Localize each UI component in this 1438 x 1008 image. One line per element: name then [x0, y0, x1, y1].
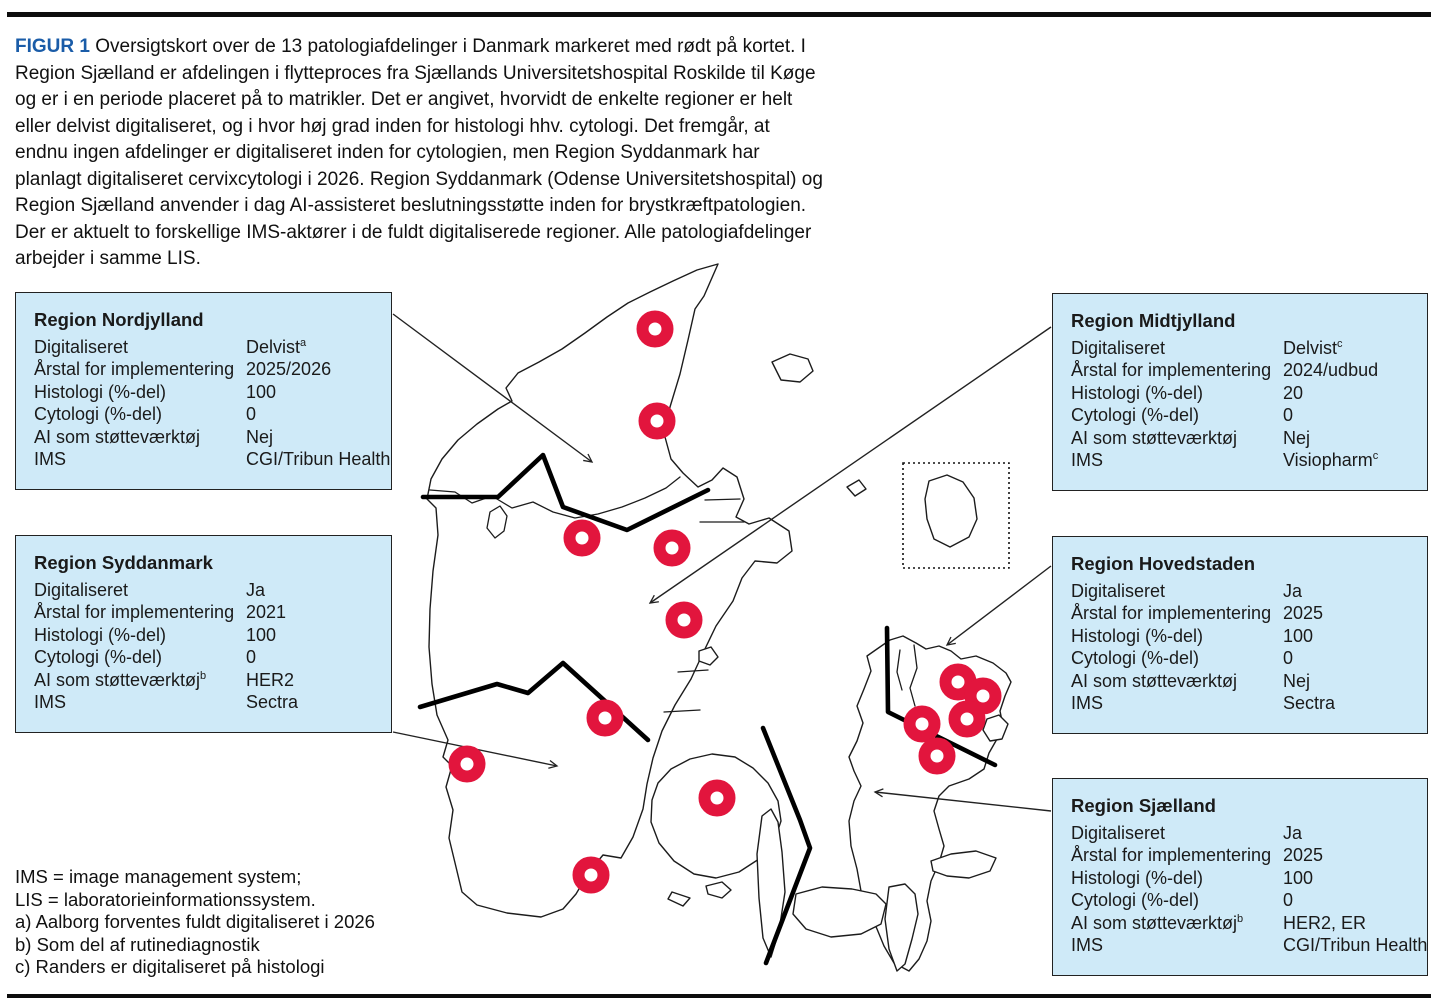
row-label: AI som støtteværktøj$^b$ [1071, 912, 1244, 933]
row-label: Histologi (%-del) [1071, 382, 1204, 403]
info-row [34, 448, 391, 471]
row-label: Cytologi (%-del) [1071, 648, 1200, 668]
row-value: HER2 [246, 669, 295, 690]
info-row [1071, 934, 1428, 957]
row-value: 0 [1283, 405, 1294, 425]
region-title: Region Nordjylland [34, 309, 204, 330]
amager-island [983, 715, 1008, 741]
row-value: 2021 [246, 602, 287, 622]
row-value: Ja [1283, 822, 1303, 843]
row-value: 2024/udbud [1283, 360, 1379, 380]
row-value: Nej [246, 426, 274, 447]
row-label: Histologi (%-del) [1071, 867, 1204, 888]
row-label: IMS [34, 449, 67, 469]
info-row [1071, 844, 1413, 867]
region-nordjylland-box [15, 292, 392, 490]
row-label: Cytologi (%-del) [1071, 890, 1200, 910]
row-label: Årstal for implementering [34, 359, 235, 379]
info-row [1071, 404, 1413, 427]
region-title: Region Midtjylland [1071, 310, 1236, 331]
pathology-department-marker [570, 526, 595, 551]
row-label: Digitaliseret [34, 579, 129, 600]
row-label: Digitaliseret [34, 336, 129, 357]
row-value: 100 [1283, 867, 1314, 888]
info-row [34, 426, 377, 449]
pathology-department-marker [705, 786, 730, 811]
info-row [34, 381, 377, 404]
region-title: Region Sjælland [1071, 795, 1216, 816]
row-label: Cytologi (%-del) [34, 404, 163, 424]
row-label: Årstal for implementering [34, 602, 235, 622]
info-row [34, 691, 377, 714]
row-value: Nej [1283, 670, 1311, 691]
pathology-department-marker [672, 608, 697, 633]
info-row [1071, 692, 1413, 715]
region-rows [1071, 337, 1413, 472]
row-value: Ja [1283, 580, 1303, 601]
row-value: Sectra [1283, 693, 1336, 713]
row-label: Cytologi (%-del) [34, 647, 163, 667]
row-value: Delvist$^a$ [246, 336, 307, 357]
info-row [1071, 822, 1413, 845]
footnote-line: c) Randers er digitaliseret på histologi [15, 956, 325, 977]
region-rows [34, 336, 391, 471]
midtjylland-arrow [650, 327, 1051, 603]
anholt-island [847, 480, 866, 496]
figure-label: FIGUR 1 [15, 36, 90, 57]
row-value: 0 [246, 647, 257, 667]
pathology-department-marker [579, 863, 604, 888]
info-row [1071, 602, 1413, 625]
row-label: Histologi (%-del) [1071, 625, 1204, 646]
row-label: Årstal for implementering [1071, 603, 1272, 623]
row-label: AI som støtteværktøj [1071, 427, 1238, 448]
row-value: CGI/Tribun Health [246, 449, 391, 469]
pathology-department-marker [955, 707, 980, 732]
pathology-department-marker [910, 712, 935, 737]
info-row [1071, 625, 1413, 648]
pathology-department-marker [925, 744, 950, 769]
info-row [1071, 337, 1413, 360]
footnote-line: IMS = image management system; [15, 866, 302, 887]
footnotes [15, 866, 375, 979]
region-rows [1071, 822, 1428, 957]
info-row [34, 579, 377, 602]
pathology-department-marker [660, 536, 685, 561]
row-label: IMS [1071, 450, 1104, 470]
row-label: Digitaliseret [1071, 822, 1166, 843]
info-row [34, 646, 377, 669]
row-label: Histologi (%-del) [34, 381, 167, 402]
row-label: Årstal for implementering [1071, 845, 1272, 865]
row-value: 2025 [1283, 845, 1324, 865]
region-rows [1071, 580, 1413, 715]
row-value: Nej [1283, 427, 1311, 448]
row-label: Digitaliseret [1071, 337, 1166, 358]
region-hovedstaden-box [1052, 536, 1428, 734]
figure-caption-text: Oversigtskort over de 13 patologiafdelinger i Danmark markeret med rødt på kortet. I Region Sjælland er afdelingen i flytteproces fra Sjællands Universitetshospital Roskilde til Køge og er i en periode placeret på to matrikler. Det er angivet, hvorvidt de enkelte regioner er helt eller delvist digitaliseret, og i hvor høj grad inden for histologi hhv. cytologi. Det fremgår, at endnu ingen afdelinger er digitaliseret inden for cytologien, men Region Syddanmark har planlagt digitaliseret cervixcytologi i 2026. Region Syddanmark (Odense Universitetshospital) og Region Sjælland anvender i dag AI-assisteret beslutningsstøtte inden for brystkræftpatologien. Der er aktuelt to forskellige IMS-aktører i de fuldt digitaliserede regioner. Alle patologiafdelinger arbejder i samme LIS. [15, 36, 823, 269]
region-title: Region Hovedstaden [1071, 553, 1255, 574]
region-syddanmark-box [15, 535, 392, 733]
info-row [34, 669, 377, 692]
info-row [1071, 382, 1413, 405]
info-row [1071, 427, 1413, 450]
pathology-department-marker [643, 317, 668, 342]
row-value: Ja [246, 579, 266, 600]
row-value: 0 [246, 404, 257, 424]
row-value: 100 [1283, 625, 1314, 646]
langeland-island [757, 809, 785, 957]
info-row [1071, 867, 1413, 890]
info-row [1071, 580, 1413, 603]
bornholm-island [925, 475, 977, 547]
pathology-department-marker [593, 706, 618, 731]
hovedstaden-arrow [947, 566, 1051, 645]
laesoe-island [772, 354, 813, 382]
row-label: AI som støtteværktøj [1071, 670, 1238, 691]
footnote-line: a) Aalborg forventes fuldt digitaliseret i 2026 [15, 911, 375, 932]
row-label: IMS [1071, 693, 1104, 713]
lolland-island [793, 887, 886, 937]
row-value: Delvist$^c$ [1283, 337, 1343, 358]
row-value: 2025 [1283, 603, 1324, 623]
row-label: IMS [34, 692, 67, 712]
info-row [34, 601, 377, 624]
info-row [34, 403, 377, 426]
info-row [1071, 647, 1413, 670]
taasinge-island [706, 882, 731, 898]
row-label: Cytologi (%-del) [1071, 405, 1200, 425]
row-label: Histologi (%-del) [34, 624, 167, 645]
row-value: 100 [246, 624, 277, 645]
row-value: 20 [1283, 382, 1304, 403]
row-label: Årstal for implementering [1071, 360, 1272, 380]
info-row [1071, 359, 1413, 382]
region-sjaelland-box [1052, 778, 1428, 976]
region-title: Region Syddanmark [34, 552, 213, 573]
region-rows [34, 579, 377, 714]
row-value: CGI/Tribun Health [1283, 935, 1428, 955]
info-row [1071, 912, 1413, 935]
footnote-line: LIS = laboratorieinformationssystem. [15, 888, 316, 910]
info-row [1071, 449, 1413, 472]
pathology-department-marker [455, 752, 480, 777]
row-value: HER2, ER [1283, 912, 1367, 933]
row-value: 2025/2026 [246, 359, 332, 379]
pathology-department-marker [645, 409, 670, 434]
info-row [1071, 889, 1413, 912]
row-label: AI som støtteværktøj$^b$ [34, 669, 207, 690]
footnote-line: b) Som del af rutinediagnostik [15, 933, 260, 955]
row-value: 0 [1283, 890, 1294, 910]
aeroe-island [668, 892, 690, 906]
row-label: Digitaliseret [1071, 580, 1166, 601]
info-row [34, 358, 377, 381]
region-midtjylland-box [1052, 293, 1428, 491]
row-label: AI som støtteværktøj [34, 426, 201, 447]
row-value: 0 [1283, 648, 1294, 668]
row-value: Sectra [246, 692, 299, 712]
info-row [34, 336, 377, 359]
row-value: Visiopharm$^c$ [1283, 450, 1379, 470]
samsoe-island [699, 647, 718, 665]
row-value: 100 [246, 381, 277, 402]
row-label: IMS [1071, 935, 1104, 955]
info-row [34, 624, 377, 647]
info-row [1071, 670, 1413, 693]
